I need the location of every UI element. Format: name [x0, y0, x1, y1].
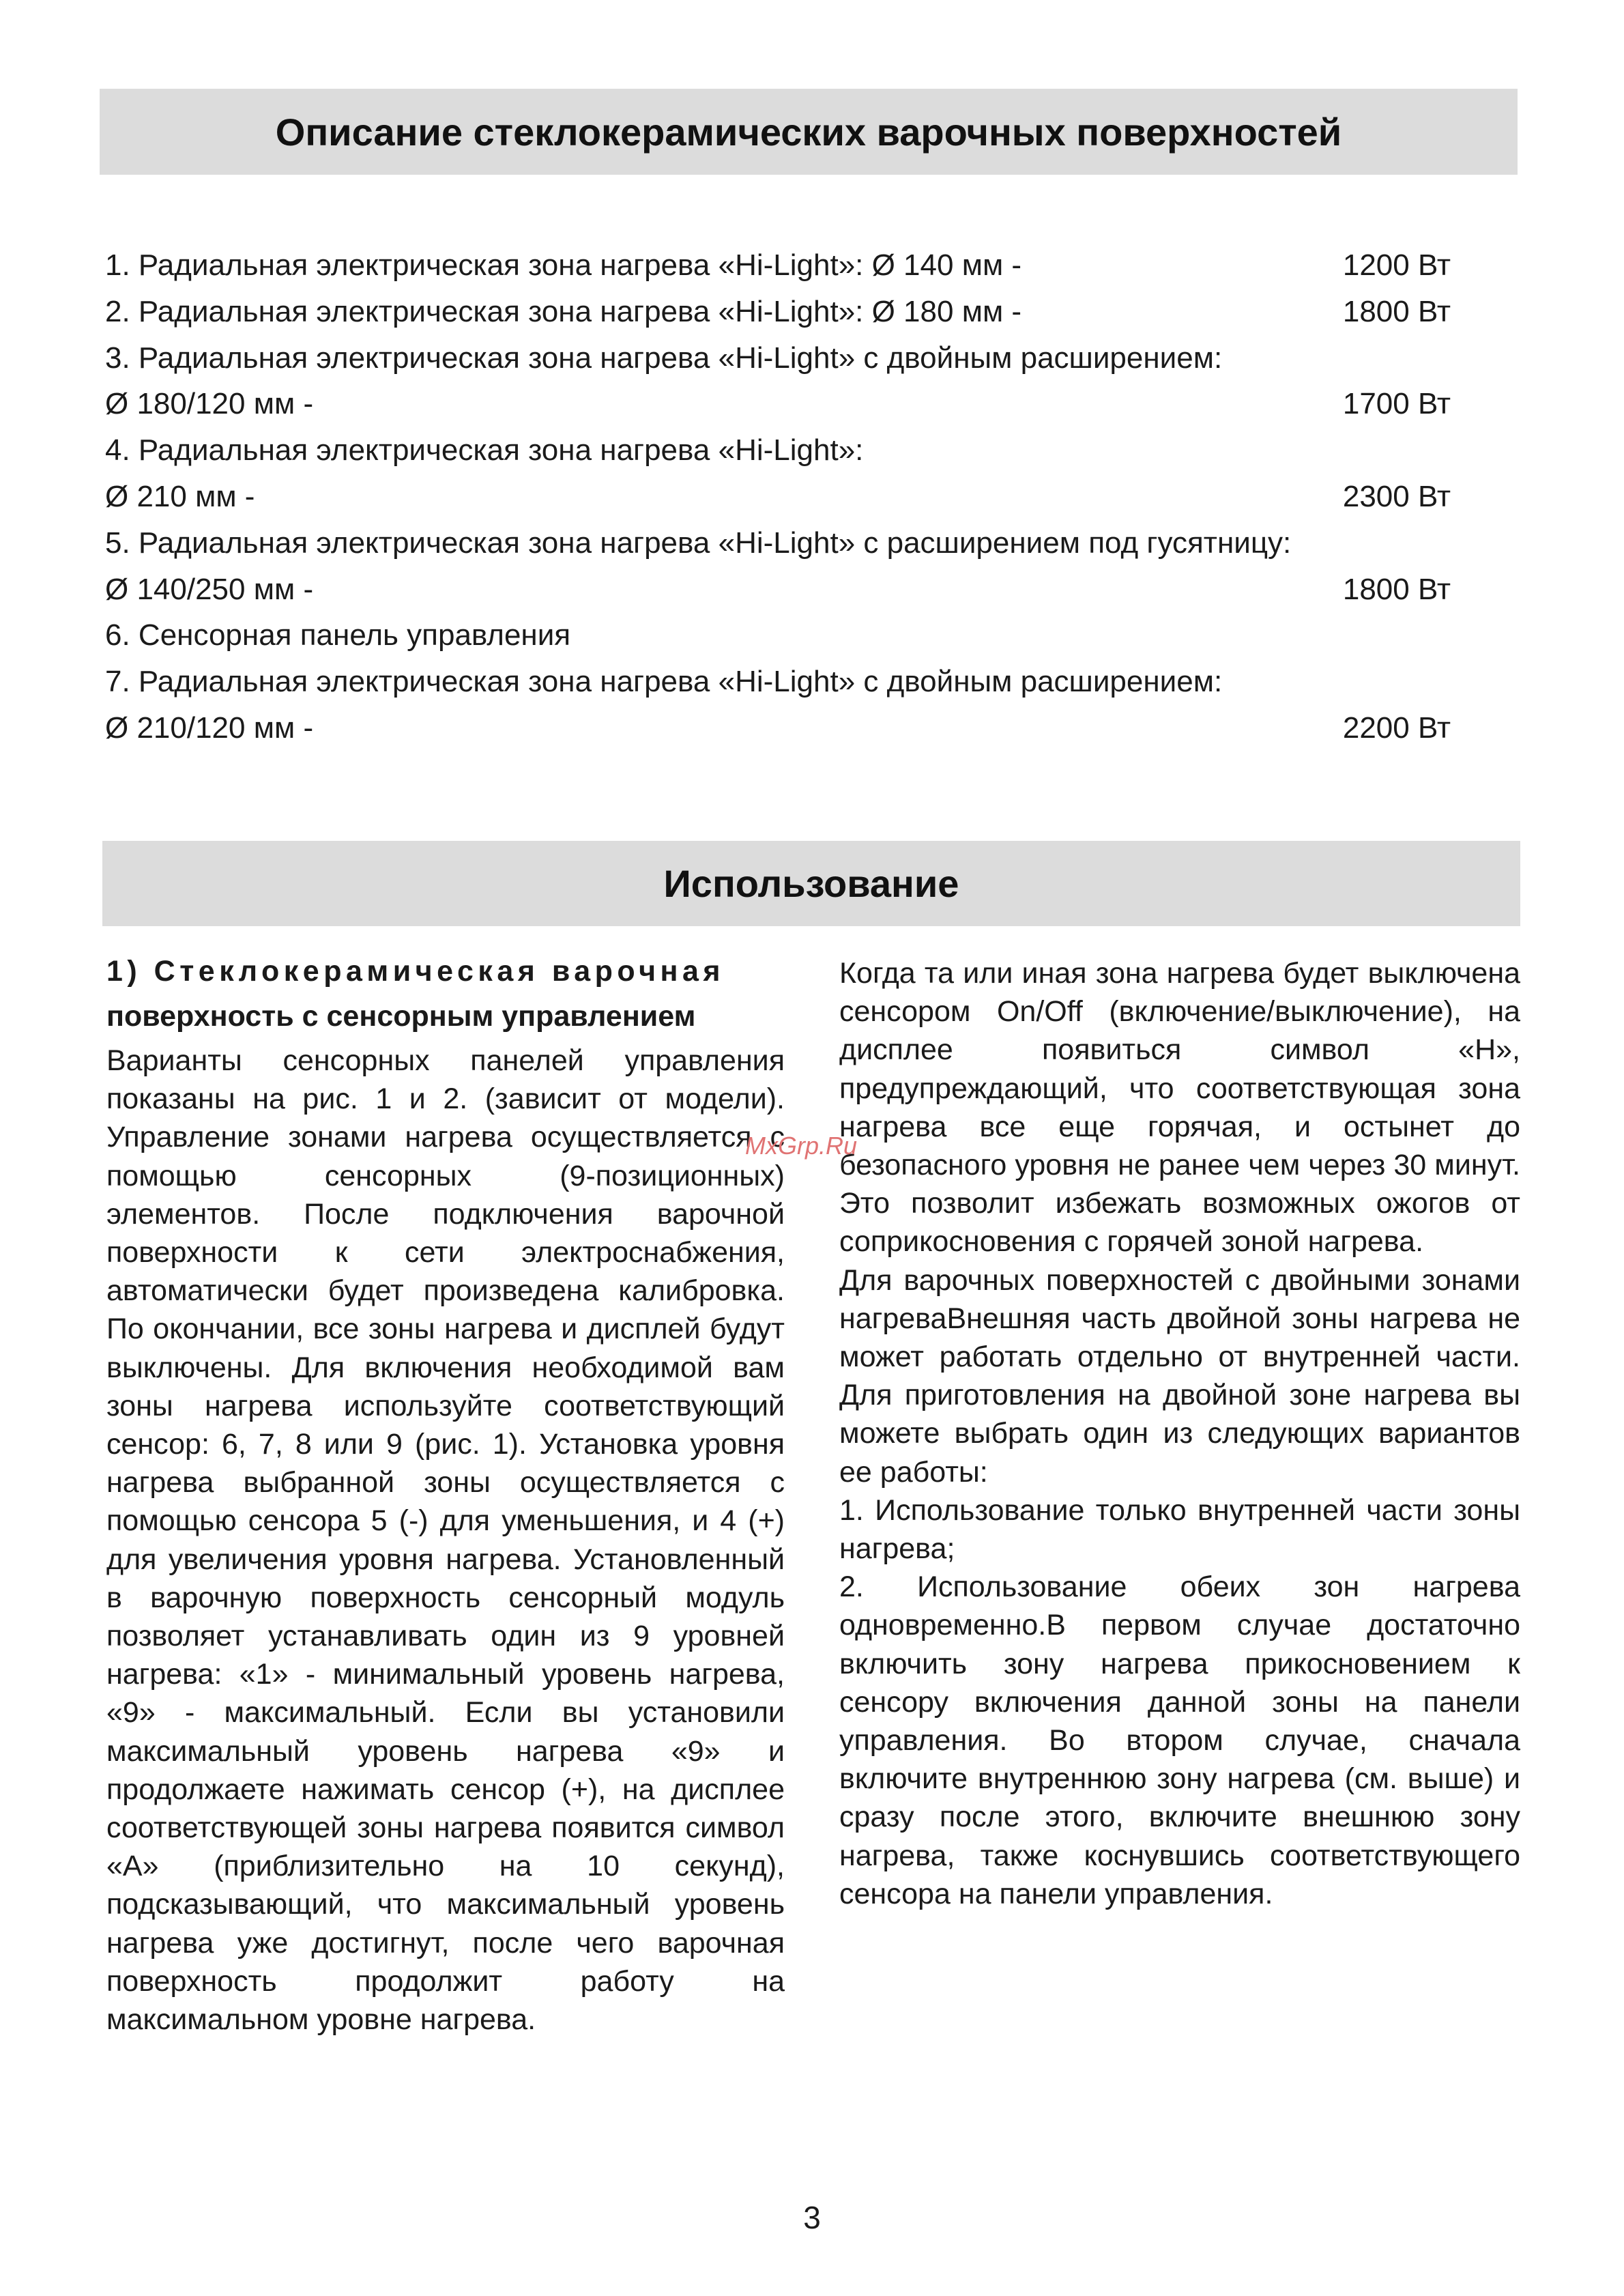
spec-line: [105, 705, 1456, 751]
spec-line: [105, 659, 1456, 705]
spec-line: [105, 566, 1456, 613]
right-column: [839, 954, 1520, 1913]
page-number: 3: [803, 2200, 821, 2235]
spec-power: 1800 Вт: [1342, 572, 1451, 606]
subheading-line: 1) Стеклокерамическая варочная: [106, 955, 725, 988]
spec-power: [1451, 659, 1456, 705]
spec-list: [105, 242, 1456, 751]
spec-text: 3. Радиальная электрическая зона нагрева «Hi-Light» с двойным расширением:: [105, 341, 1223, 375]
spec-power: 1800 Вт: [1342, 294, 1451, 328]
body-paragraph: 2. Использование обеих зон нагрева одновременно.В первом случае достаточно включить зону нагрева прикосновением к сенсору включения данной зоны на панели управления. Во втором случае, сначала включите внутреннюю зону нагрева (см. выше) и сразу после этого, включите внешнюю зону нагрева, также коснувшись соответствующего сенсора на панели управления.: [839, 1570, 1520, 1910]
spec-power: 1700 Вт: [1342, 387, 1451, 421]
body-paragraph: 1. Использование только внутренней части зоны нагрева;: [839, 1493, 1520, 1566]
spec-text: Ø 180/120 мм -: [105, 387, 314, 421]
section-title: Описание стеклокерамических варочных поверхностей: [275, 110, 1342, 154]
spec-line: [105, 427, 1456, 474]
section-title: Использование: [663, 862, 959, 905]
subheading: [106, 949, 785, 1039]
spec-text: 4. Радиальная электрическая зона нагрева «Hi-Light»:: [105, 433, 864, 468]
spec-power: [1451, 520, 1456, 566]
spec-text: Ø 140/250 мм -: [105, 572, 314, 606]
spec-line: [105, 474, 1456, 520]
spec-power: [1451, 335, 1456, 382]
subheading-line: поверхность с сенсорным управлением: [106, 1000, 696, 1033]
left-column: [106, 949, 785, 2039]
spec-text: 7. Радиальная электрическая зона нагрева «Hi-Light» с двойным расширением:: [105, 665, 1223, 699]
spec-line: [105, 520, 1456, 566]
body-paragraph: Когда та или иная зона нагрева будет выключена сенсором On/Off (включение/выключение), на дисплее появиться символ «H», предупреждающий, что соответствующая зона нагрева все еще горячая, и остынет до безопасного уровня не ранее чем через 30 минут. Это позволит избежать возможных ожогов от соприкосновения с горячей зоной нагрева.: [839, 957, 1520, 1259]
spec-line: [105, 289, 1456, 335]
spec-text: 6. Сенсорная панель управления: [105, 618, 571, 652]
spec-text: 2. Радиальная электрическая зона нагрева «Hi-Light»: Ø 180 мм -: [105, 294, 1022, 328]
spec-line: [105, 335, 1456, 382]
watermark: MxGrp.Ru: [745, 1132, 858, 1160]
spec-text: Ø 210 мм -: [105, 479, 255, 513]
section-title-banner: [102, 841, 1520, 926]
spec-power: [1451, 427, 1456, 474]
body-paragraph: Для варочных поверхностей с двойными зонами нагреваВнешняя часть двойной зоны нагрева не может работать отдельно от внутренней части. Для приготовления на двойной зоне нагрева вы можете выбрать один из следующих вариантов ее работы:: [839, 1263, 1520, 1489]
spec-line: [105, 612, 1456, 659]
spec-line: [105, 381, 1456, 427]
spec-text: 5. Радиальная электрическая зона нагрева «Hi-Light» с расширением под гусятницу:: [105, 526, 1292, 560]
body-paragraph: Варианты сенсорных панелей управления показаны на рис. 1 и 2. (зависит от модели). Управление зонами нагрева осуществляется с помощью сенсорных (9-позиционных) элементов. После подключения варочной поверхности к сети электроснабжения, автоматически будет произведена калибровка. По окончании, все зоны нагрева и дисплей будут выключены. Для включения необходимой вам зоны нагрева используйте соответствующий сенсор: 6, 7, 8 или 9 (рис. 1). Установка уровня нагрева выбранной зоны осуществляется с помощью сенсора 5 (-) для уменьшения, и 4 (+) для увеличения уровня нагрева. Установленный в варочную поверхность сенсорный модуль позволяет устанавливать один из 9 уровней нагрева: «1» - минимальный уровень нагрева, «9» - максимальный. Если вы установили максимальный уровень нагрева «9» и продолжаете нажимать сенсор (+), на дисплее соответствующей зоны нагрева появится символ «А» (приблизительно на 10 секунд), подсказывающий, что максимальный уровень нагрева уже достигнут, после чего варочная поверхность продолжит работу на максимальном уровне нагрева.: [106, 1044, 785, 2037]
section-title-banner: [100, 89, 1518, 175]
spec-power: [1451, 612, 1456, 659]
spec-power: 2200 Вт: [1342, 711, 1451, 745]
spec-power: 2300 Вт: [1342, 479, 1451, 513]
spec-text: Ø 210/120 мм -: [105, 711, 314, 745]
spec-text: 1. Радиальная электрическая зона нагрева «Hi-Light»: Ø 140 мм -: [105, 248, 1022, 282]
spec-power: 1200 Вт: [1342, 248, 1451, 282]
spec-line: [105, 242, 1456, 289]
